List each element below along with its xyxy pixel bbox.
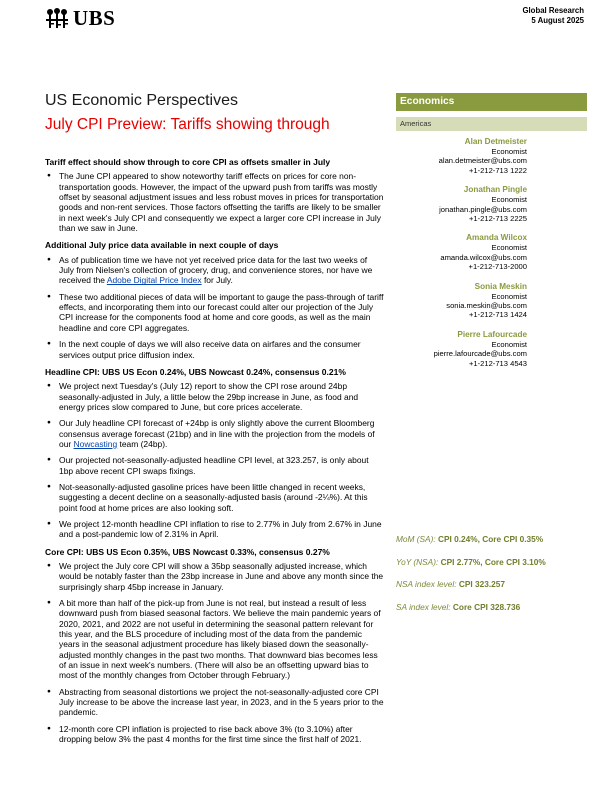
author-list — [396, 137, 527, 378]
author-role: Economist — [491, 291, 527, 301]
author-name: Sonia Meskin — [474, 281, 527, 291]
author-phone: +1-212-713-2000 — [468, 262, 527, 272]
author-role: Economist — [491, 147, 527, 156]
bullet-list — [45, 381, 384, 539]
list-item: ● Our July headline CPI forecast of +24bp is only slightly above the current Bloomberg consensus average forecast (21bp) and in line with the projection from the models of our Nowcasting team (24bp). — [45, 418, 384, 449]
bullet-list — [45, 561, 384, 745]
author-name: Alan Detmeister — [464, 137, 527, 146]
report-title: US Economic Perspectives — [45, 92, 238, 109]
section-heading: Core CPI: UBS US Econ 0.35%, UBS Nowcast 0.33%, consensus 0.27% — [45, 546, 330, 557]
report-subtitle: July CPI Preview: Tariffs showing through — [45, 116, 330, 133]
kpi-label: SA index level: — [396, 602, 451, 612]
region-label: Americas — [396, 117, 587, 131]
list-item: ● 12-month core CPI inflation is projected to rise back above 3% (to 3.10%) after dropping below 3% the past 4 months for the first time since the first half of 2021. — [45, 724, 384, 745]
kpi-value: CPI 0.24%, Core CPI 0.35% — [437, 534, 544, 544]
author-phone: +1-212-713 4543 — [468, 358, 527, 368]
report-body — [45, 157, 384, 752]
kpi-label: MoM (SA): — [396, 534, 436, 544]
author-email[interactable]: alan.detmeister@ubs.com — [438, 156, 527, 166]
author-phone: +1-212-713 1424 — [468, 310, 527, 320]
author-card — [396, 282, 527, 320]
kpi-nsa-index — [396, 579, 505, 589]
author-role: Economist — [491, 339, 527, 349]
nowcasting-link[interactable]: Nowcasting — [73, 438, 118, 449]
kpi-value: CPI 2.77%, Core CPI 3.10% — [440, 557, 546, 567]
list-item: ● Not-seasonally-adjusted gasoline prices have been little changed in recent weeks, suggesting a decent decline on a seasonally-adjusted basis (around -2¼%). At this point food at home prices are also looking soft. — [45, 482, 384, 513]
section-label: Economics — [396, 93, 587, 111]
keys-icon — [45, 8, 69, 30]
publication-date: 5 August 2025 — [531, 16, 584, 25]
author-card — [396, 137, 527, 175]
kpi-yoy — [396, 557, 546, 567]
author-name: Jonathan Pingle — [463, 185, 527, 195]
kpi-label: YoY (NSA): — [396, 557, 439, 567]
list-item: ● These two additional pieces of data will be important to gauge the pass-through of tariff effects, and incorporating them into our forecast could alter our projection of the July CPI increase for the components food at home and core goods, as well as the main headline and core CPI aggregates. — [45, 292, 384, 333]
list-item: ● A bit more than half of the pick-up from June is not real, but instead a result of less downward push from biased seasonal factors. We believe the main pandemic years of 2020, 2021, and 2022 are not useful in determining the seasonal pattern relevant for this year, and the BLS procedure of including most of the data from the pandemic years in the seasonal adjustment procedure has likely biased down the seasonally-adjusted monthly changes in the past two months. That downward bias becomes less of an issue in next week's numbers. (There will also be an offsetting upward bias to most of the monthly changes from October through February.) — [45, 598, 384, 681]
list-item: ● We project next Tuesday's (July 12) report to show the CPI rose around 24bp seasonally-adjusted in July, a little below the 29bp increase in June, as food and energy prices slow compared to June, but core prices accelerate. — [45, 381, 384, 412]
logo-text: UBS — [73, 6, 116, 30]
author-role: Economist — [491, 243, 527, 253]
author-card — [396, 233, 527, 271]
list-item: ● In the next couple of days we will also receive data on airfares and the consumer services output price diffusion index. — [45, 339, 384, 360]
kpi-label: NSA index level: — [396, 579, 457, 589]
list-item: ● Our projected not-seasonally-adjusted headline CPI level, at 323.257, is only about 1bp above recent CPI swaps fixings. — [45, 455, 384, 476]
ubs-logo — [45, 6, 115, 31]
list-item: ● The June CPI appeared to show noteworthy tariff effects on prices for core non-transportation goods. However, the impact of the upward push from tariffs was mostly offset by seasonal adjustment issues and less robust moves in prices for transportation goods and non-rent services. Those factors offsetting the tariffs are likely to be smaller in next week's July CPI and consequently we expect a larger core CPI increase in July than we saw in June. — [45, 171, 384, 233]
section-heading: Headline CPI: UBS US Econ 0.24%, UBS Nowcast 0.24%, consensus 0.21% — [45, 366, 346, 377]
author-email[interactable]: jonathan.pingle@ubs.com — [439, 204, 527, 214]
author-phone: +1-212-713 1222 — [468, 165, 527, 175]
adobe-dpi-link[interactable]: Adobe Digital Price Index — [106, 275, 202, 286]
section-heading: Additional July price data available in next couple of days — [45, 240, 279, 251]
author-name: Amanda Wilcox — [466, 233, 527, 243]
list-item: ● Abstracting from seasonal distortions we project the not-seasonally-adjusted core CPI July increase to be above the increase last year, in 2023, and in the 5 years prior to the pandemic. — [45, 687, 384, 718]
section-heading: Tariff effect should show through to core CPI as offsets smaller in July — [45, 157, 331, 167]
author-phone: +1-212-713 2225 — [468, 214, 527, 224]
list-item: ● We project 12-month headline CPI inflation to rise to 2.77% in July from 2.67% in June and a post-pandemic low of 2.31% in April. — [45, 519, 384, 540]
kpi-mom — [396, 534, 543, 544]
author-role: Economist — [491, 195, 527, 205]
author-card — [396, 185, 527, 223]
bullet-list — [45, 171, 384, 233]
bullet-list — [45, 255, 384, 360]
author-card — [396, 330, 527, 368]
kpi-sa-index — [396, 602, 520, 612]
kpi-value: Core CPI 328.736 — [452, 602, 521, 612]
author-email[interactable]: pierre.lafourcade@ubs.com — [433, 349, 527, 359]
header-meta — [522, 6, 584, 26]
list-item: ● We project the July core CPI will show a 35bp seasonally adjusted increase, which would be notably faster than the 23bp increase in June and above any month since the surprisingly sharp 45bp increase in January. — [45, 561, 384, 592]
research-label: Global Research — [522, 6, 584, 15]
author-email[interactable]: sonia.meskin@ubs.com — [446, 301, 527, 311]
author-name: Pierre Lafourcade — [457, 329, 527, 339]
kpi-value: CPI 323.257 — [458, 579, 506, 589]
list-item: ● As of publication time we have not yet received price data for the last two weeks of July from Nielsen's collection of grocery, drug, and convenience stores, nor have we received the Adobe Digital Price Index for July. — [45, 255, 384, 286]
author-email[interactable]: amanda.wilcox@ubs.com — [440, 252, 527, 262]
